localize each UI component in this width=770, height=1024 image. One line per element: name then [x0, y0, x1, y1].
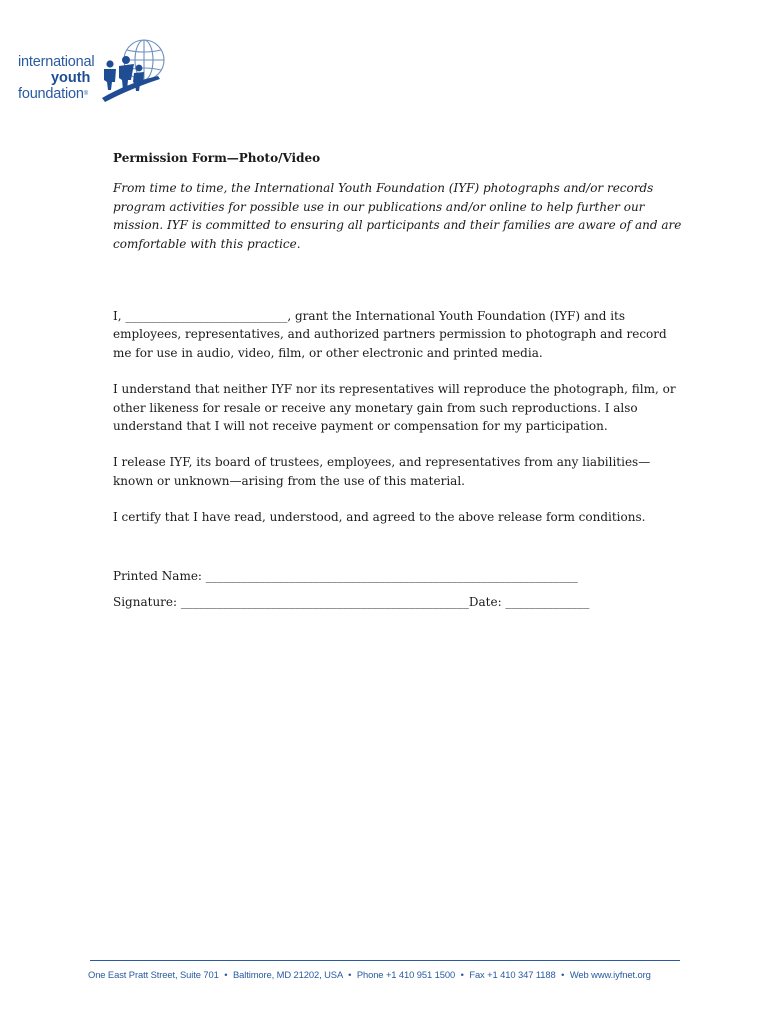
logo-wordmark	[18, 54, 94, 102]
understanding-paragraph: I understand that neither IYF nor its representatives will reproduce the photograph, film, or other likeness for resale or receive any monetary gain from such reproductions. I also understand that I will not receive payment or compensation for my participation.	[113, 382, 676, 434]
signature-fields	[113, 567, 683, 612]
footer-web-link[interactable]: www.iyfnet.org	[591, 969, 651, 980]
intro-paragraph: From time to time, the International Youth Foundation (IYF) photographs and/or records program activities for possible use in our publications and/or online to help further our mission. IYF is committed to ensuring all participants and their families are aware of and are comfortable with this practice.	[113, 181, 682, 251]
footer-city: Baltimore, MD 21202, USA	[232, 969, 343, 980]
footer-divider	[90, 960, 680, 961]
footer-bullet: •	[348, 969, 352, 980]
form-title: Permission Form—Photo/Video	[113, 151, 321, 165]
iyf-logo	[18, 38, 168, 108]
globe-figures-icon	[100, 38, 170, 106]
release-paragraph: I release IYF, its board of trustees, employees, and representatives from any liabilities—known or unknown—arising from the use of this material.	[113, 455, 651, 488]
footer-bullet: •	[460, 969, 464, 980]
footer-bullet: •	[561, 969, 565, 980]
footer-fax: +1 410 347 1188	[487, 969, 556, 980]
footer-phone-label: Phone	[356, 969, 384, 980]
logo-line-foundation-text: foundation	[18, 86, 84, 102]
footer-phone: +1 410 951 1500	[385, 969, 456, 980]
footer-address: One East Pratt Street, Suite 701	[88, 969, 219, 980]
printed-name-field: Printed Name: ______________________________________________________________	[113, 568, 578, 583]
grant-paragraph: I, ___________________________, grant the International Youth Foundation (IYF) and its employees, representatives, and authorized partners permission to photograph and record me for use in audio, video, film, or other electronic and printed media.	[113, 309, 667, 360]
registered-mark: ®	[83, 91, 88, 97]
certify-paragraph: I certify that I have read, understood, and agreed to the above release form conditions.	[113, 510, 646, 525]
permission-form-body	[113, 149, 683, 620]
logo-line-youth: youth	[50, 70, 91, 86]
footer-web-label: Web	[569, 969, 589, 980]
footer-bullet: •	[224, 969, 228, 980]
signature-date-field: Signature: ________________________________________________Date: ______________	[113, 595, 590, 610]
logo-line-international: international	[18, 54, 95, 70]
logo-line-foundation	[18, 86, 94, 102]
footer-contact	[88, 969, 688, 980]
footer-fax-label: Fax	[469, 969, 485, 980]
